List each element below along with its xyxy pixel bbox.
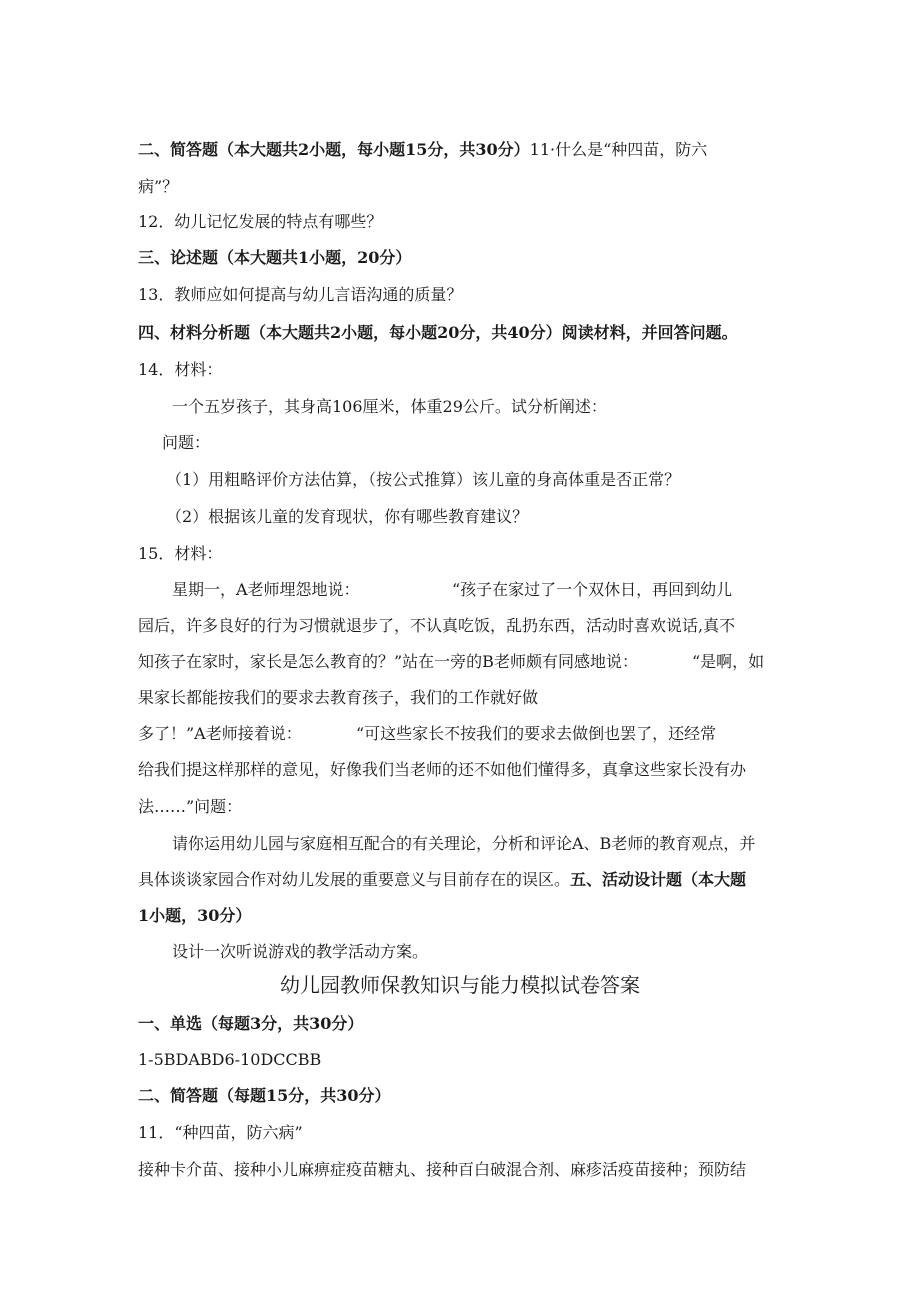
- answer-11-text: 接种卡介苗、接种小儿麻痹症疫苗糖丸、接种百白破混合剂、麻疹活疫苗接种；预防结: [138, 1160, 747, 1179]
- section-2-heading: 二、简答题（本大题共2小题，每小题15分，共30分）11·什么是“种四苗，防六: [138, 140, 708, 159]
- answer-section-1-keys: 1-5BDABD6-10DCCBB: [138, 1050, 322, 1069]
- question-14-label: 14．材料：: [138, 360, 223, 379]
- question-15-para-4: 果家长都能按我们的要求去教育孩子，我们的工作就好做: [138, 688, 539, 707]
- question-12: 12．幼儿记忆发展的特点有哪些？: [138, 212, 383, 231]
- section-5-heading-continued: 1小题，30分）: [138, 906, 252, 925]
- question-15-para-3a: 知孩子在家时，家长是怎么教育的？”站在一旁的B老师颇有同感地说：: [138, 652, 638, 671]
- question-14-sub-2: （2）根据该儿童的发育现状，你有哪些教育建议？: [166, 507, 529, 526]
- question-14-sub-1: （1）用粗略评价方法估算，（按公式推算）该儿童的身高体重是否正常？: [166, 470, 681, 489]
- section-5-heading: 五、活动设计题（本大题: [570, 870, 747, 889]
- question-13: 13．教师应如何提高与幼儿言语沟通的质量？: [138, 285, 463, 304]
- question-15-para-7: 法……”问题：: [138, 797, 243, 816]
- question-11-continued: 病”？: [138, 177, 179, 196]
- answer-section-2-heading: 二、简答题（每题15分，共30分）: [138, 1086, 391, 1105]
- question-15-task-1: 请你运用幼儿园与家庭相互配合的有关理论，分析和评论A、B老师的教育观点，并: [172, 834, 756, 853]
- answer-11-label: 11．“种四苗，防六病”: [138, 1123, 303, 1142]
- question-14-material: 一个五岁孩子，其身高106厘米，体重29公斤。试分析阐述：: [172, 397, 607, 416]
- question-14-question-label: 问题：: [162, 433, 211, 452]
- question-15-para-1b: “孩子在家过了一个双休日，再回到幼儿: [452, 580, 733, 599]
- question-15-para-3b: “是啊，如: [692, 652, 765, 671]
- section-4-heading: 四、材料分析题（本大题共2小题，每小题20分，共40分）阅读材料，并回答问题。: [138, 323, 738, 342]
- question-15-task-2: 具体谈谈家园合作对幼儿发展的重要意义与目前存在的误区。五、活动设计题（本大题: [138, 870, 747, 889]
- question-15-para-5a: 多了！”A老师接着说：: [138, 724, 302, 743]
- question-15-label: 15．材料：: [138, 544, 223, 563]
- question-11-text: 11·什么是“种四苗，防六: [529, 140, 708, 159]
- question-15-para-5b: “可这些家长不按我们的要求去做倒也罢了，还经常: [356, 724, 717, 743]
- section-3-heading: 三、论述题（本大题共1小题，20分）: [138, 248, 412, 267]
- answer-title: 幼儿园教师保教知识与能力模拟试卷答案: [280, 973, 640, 997]
- answer-section-1-heading: 一、单选（每题3分，共30分）: [138, 1014, 364, 1033]
- question-15-para-1a: 星期一，A老师埋怨地说：: [172, 580, 360, 599]
- section-5-task: 设计一次听说游戏的教学活动方案。: [172, 942, 429, 961]
- question-15-para-6: 给我们提这样那样的意见，好像我们当老师的还不如他们懂得多，真拿这些家长没有办: [138, 760, 747, 779]
- question-15-para-2: 园后，许多良好的行为习惯就退步了，不认真吃饭，乱扔东西，活动时喜欢说话,真不: [138, 616, 736, 635]
